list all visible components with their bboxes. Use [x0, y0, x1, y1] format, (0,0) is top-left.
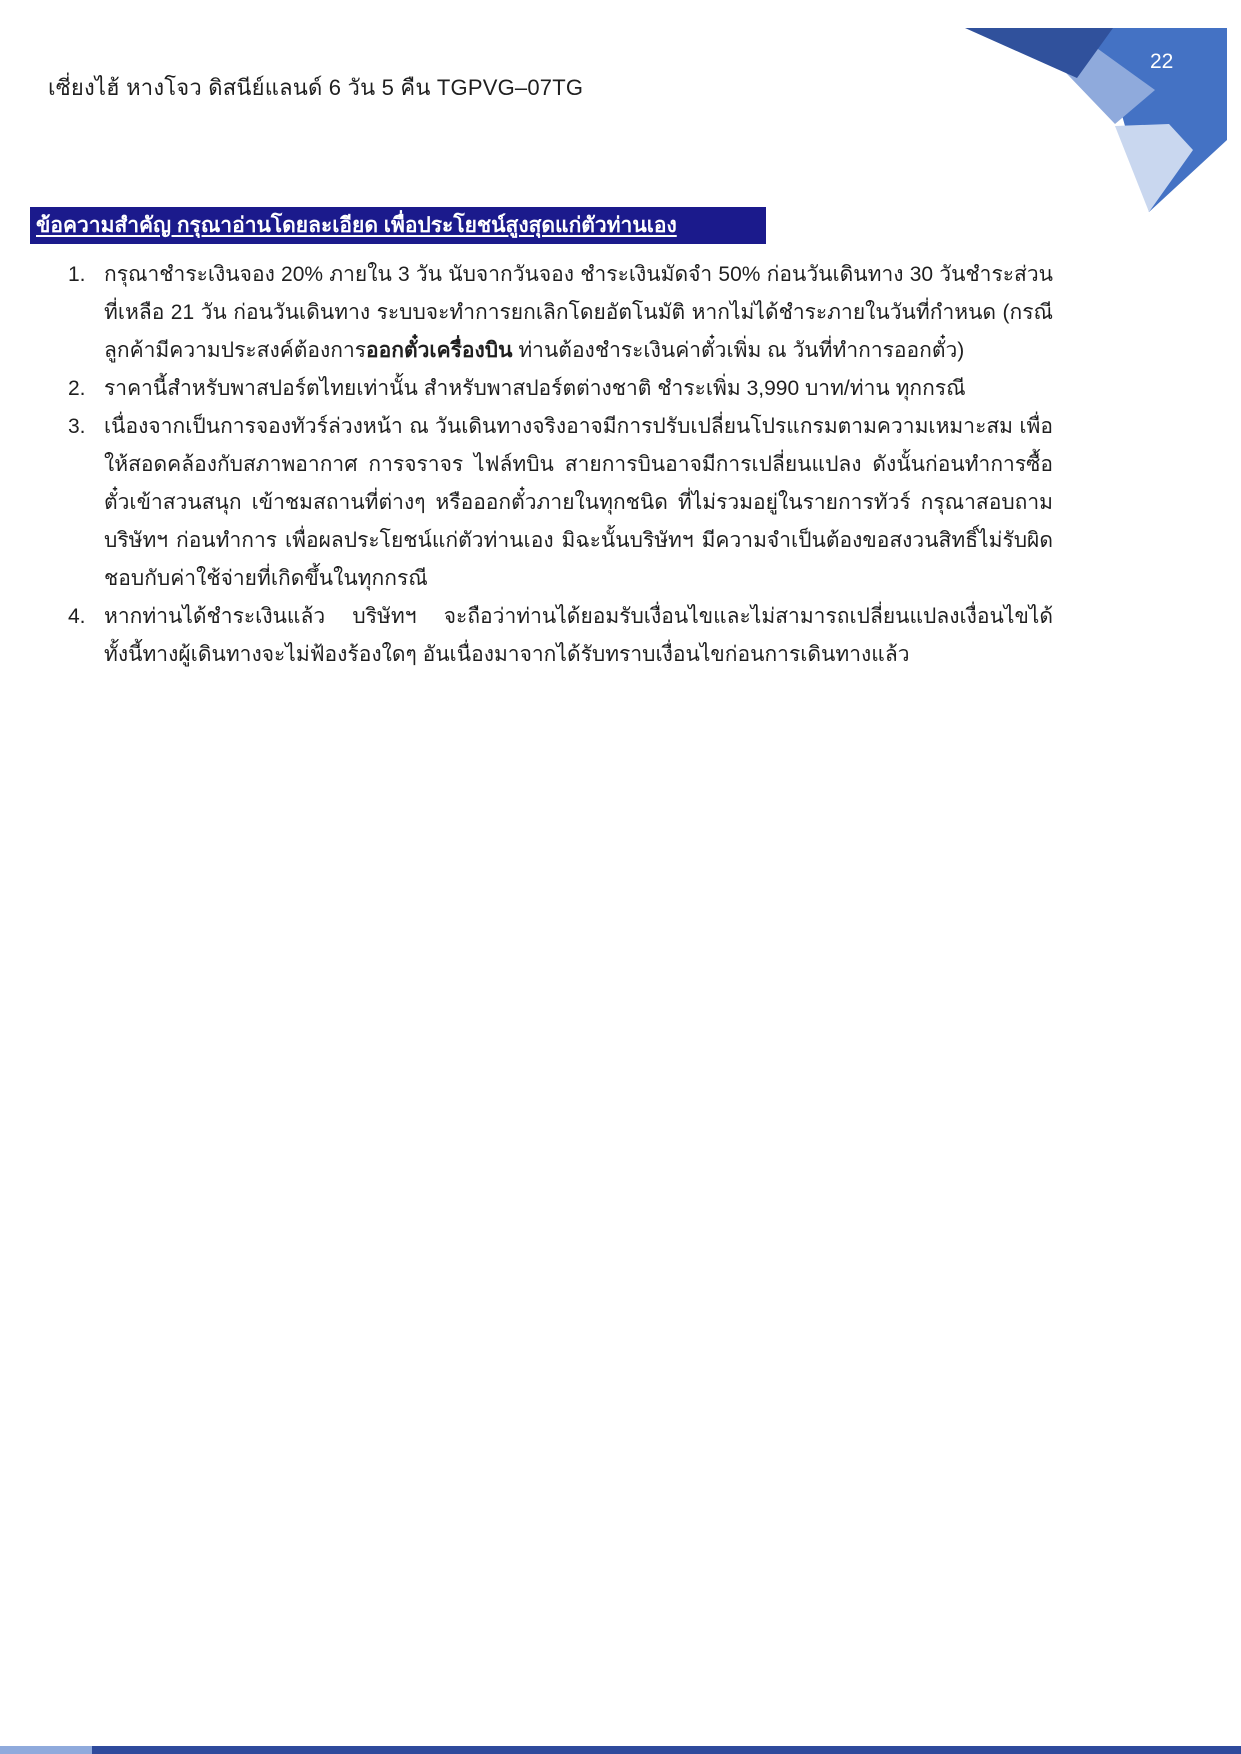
important-banner-text: ข้อความสำคัญ กรุณาอ่านโดยละเอียด เพื่อประโยชน์สูงสุดแก่ตัวท่านเอง	[36, 214, 677, 237]
item-text	[104, 598, 1053, 674]
list-item	[68, 256, 1053, 370]
item-text	[104, 256, 1053, 370]
corner-triangles-icon	[965, 28, 1227, 214]
list-item	[68, 598, 1053, 674]
item-text	[104, 408, 1053, 598]
footer-main-bar	[92, 1746, 1241, 1754]
corner-decoration	[965, 28, 1227, 214]
footer-bar	[0, 1746, 1241, 1754]
item-number: 4.	[68, 605, 86, 628]
document-header-title: เซี่ยงไฮ้ หางโจว ดิสนีย์แลนด์ 6 วัน 5 คืน TGPVG–07TG	[48, 75, 584, 100]
item-text-bold-segment: ออกตั๋วเครื่องบิน	[366, 339, 513, 362]
list-item	[68, 370, 1053, 408]
page-number: 22	[1150, 50, 1174, 73]
notes-list	[68, 256, 1053, 674]
item-number: 1.	[68, 263, 86, 286]
important-banner	[30, 207, 766, 244]
item-text-segment: กรุณาชำระเงินจอง 20% ภายใน 3 วัน นับจากวันจอง ชำระเงินมัดจำ 50% ก่อนวันเดินทาง 30 วันชำระส่วนที่เหลือ 21 วัน ก่อนวันเดินทาง ระบบจะทำการยกเลิกโดยอัตโนมัติ หากไม่ได้ชำระภายในวันที่กำหนด (กรณีลูกค้ามีความประสงค์ต้องการ	[104, 263, 1053, 362]
item-number: 2.	[68, 377, 86, 400]
item-text-segment: เนื่องจากเป็นการจองทัวร์ล่วงหน้า ณ วันเดินทางจริงอาจมีการปรับเปลี่ยนโปรแกรมตามความเหมาะสม เพื่อให้สอดคล้องกับสภาพอากาศ การจราจร ไฟล์ทบิน สายการบินอาจมีการเปลี่ยนแปลง ดังนั้นก่อนทำการซื้อตั๋วเข้าสวนสนุก เข้าชมสถานที่ต่างๆ หรือออกตั๋วภายในทุกชนิด ที่ไม่รวมอยู่ในรายการทัวร์ กรุณาสอบถามบริษัทฯ ก่อนทำการ เพื่อผลประโยชน์แก่ตัวท่านเอง มิฉะนั้นบริษัทฯ มีความจำเป็นต้องขอสงวนสิทธิ์ไม่รับผิดชอบกับค่าใช้จ่ายที่เกิดขึ้นในทุกกรณี	[104, 415, 1053, 590]
list-item	[68, 408, 1053, 598]
item-text	[104, 370, 1053, 408]
footer-accent	[0, 1746, 92, 1754]
item-text-segment: หากท่านได้ชำระเงินแล้ว บริษัทฯ จะถือว่าท่านได้ยอมรับเงื่อนไขและไม่สามารถเปลี่ยนแปลงเงื่อนไขได้ ทั้งนี้ทางผู้เดินทางจะไม่ฟ้องร้องใดๆ อันเนื่องมาจากได้รับทราบเงื่อนไขก่อนการเดินทางแล้ว	[104, 605, 1053, 666]
item-number: 3.	[68, 415, 86, 438]
item-text-segment: ท่านต้องชำระเงินค่าตั๋วเพิ่ม ณ วันที่ทำการออกตั๋ว)	[512, 339, 965, 362]
item-text-segment: ราคานี้สำหรับพาสปอร์ตไทยเท่านั้น สำหรับพาสปอร์ตต่างชาติ ชำระเพิ่ม 3,990 บาท/ท่าน ทุกกรณี	[104, 377, 966, 400]
